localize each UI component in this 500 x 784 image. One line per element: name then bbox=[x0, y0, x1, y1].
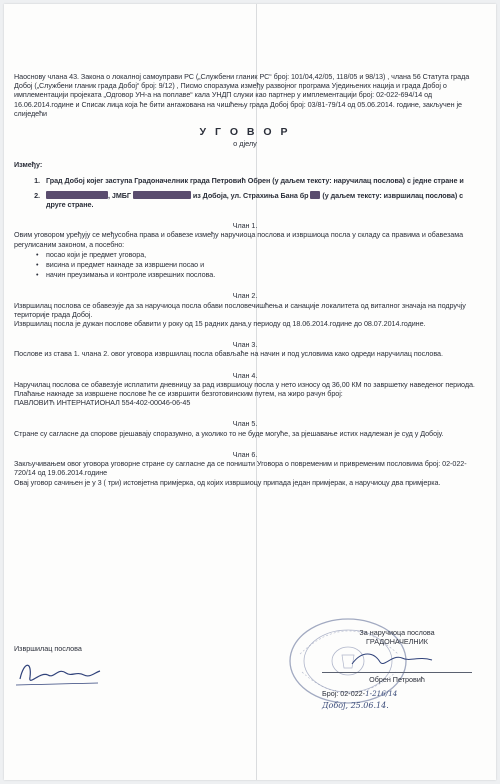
article-1-bullet: • посао који је предмет уговора, bbox=[14, 250, 476, 259]
mayor-signature-block bbox=[322, 628, 472, 710]
party-1-number: 1. bbox=[34, 175, 40, 185]
article-4-account: ПАВЛОВИЋ ИНТЕРНАТИОНАЛ 554-402-00046-06-45 bbox=[14, 398, 191, 408]
party-2-address: из Добоја, ул. Страхиња Бана бр bbox=[190, 190, 309, 200]
article-1-text: Овим уговором уређују се међусобна права и обавезе између наручиоца послова и извршиоца посла у складу са правима и обавезама регулисаним законом, а посебно: bbox=[14, 230, 464, 249]
article-5-heading: Члан 5. bbox=[232, 419, 258, 429]
executor-label: Извршилац послова bbox=[14, 644, 82, 653]
redacted-jmbg bbox=[133, 191, 191, 199]
redacted-name bbox=[46, 191, 108, 199]
party-2-number: 2. bbox=[34, 190, 40, 200]
contract-body bbox=[14, 72, 476, 487]
article-4-text-1: Наручилац послова се обавезује исплатити дневницу за рад извршиоцу посла у нето износу од 36,00 КМ по завршетку наведеног периода. bbox=[14, 379, 475, 389]
article-4-text-2: Плаћање накнаде за извршене послове ће се извршити безготовинским путем, на жиро рачун број: bbox=[14, 389, 343, 399]
mayor-signature bbox=[322, 646, 472, 672]
article-2-text-2: Извршилац посла је дужан послове обавити у року од 15 радних дана,у периоду од 18.06.2014.године до 08.07.2014.године. bbox=[14, 319, 426, 329]
party-2-role: (у даљем тексту: извршилац послова) с друге стране. bbox=[46, 190, 464, 210]
article-6-heading: Члан 6. bbox=[232, 449, 258, 459]
party-1-text: Град Добој којег заступа Градоначелник града Петровић Обрен (у даљем тексту: наручилац послова) с једне стране и bbox=[46, 175, 464, 185]
document-number-handwritten: 1-216/14 bbox=[365, 689, 398, 698]
redacted-house-number bbox=[310, 191, 320, 199]
executor-signature-block bbox=[14, 644, 164, 695]
party-2-jmbg-label: , ЈМБГ bbox=[108, 190, 131, 200]
article-1-bullet: • висина и предмет накнаде за извршени посао и bbox=[14, 260, 476, 269]
article-6-text-2: Овај уговор сачињен је у 3 ( три) истовјетна примјерка, од којих извршиоцу припада један примјерак, а наручиоцу два примјерка. bbox=[14, 477, 441, 487]
document-title: У Г О В О Р bbox=[199, 126, 291, 139]
article-4-heading: Члан 4. bbox=[232, 370, 258, 380]
mayor-label: За наручиоца послова bbox=[359, 628, 435, 637]
document-number-label: Број: 02-022- bbox=[322, 689, 366, 698]
mayor-title: ГРАДОНАЧЕЛНИК bbox=[366, 637, 428, 646]
scanned-document-page bbox=[4, 4, 496, 780]
mayor-name: Обрен Петровић bbox=[322, 672, 472, 684]
document-subtitle: о дјелу bbox=[233, 139, 257, 149]
between-heading: Између: bbox=[14, 160, 43, 170]
document-number bbox=[322, 689, 472, 698]
executor-signature bbox=[14, 653, 104, 693]
party-2-text bbox=[46, 191, 476, 209]
preamble: Наоснову члана 43. Закона о локалној самоуправи РС („Службени гланик РС“ број: 101/04,42/05, 118/05 и 98/13) , члана 56 Статута града Добој („Службени гланик града Добој“ број: 9/12) , Писмо споразума између развојног програма Уједињених нација и града Добој о имплементацији пројеката „Одговор УН-а на поплаве“ кала УНДП служи као партнер у имплементацији број: 02-022-694/14 од 16.06.2014.године и Списак лица која ће бити ангажована на чишћењу града Добој број: 03/81-79/14 од 05.06.2014. године, закључен је слиједећи bbox=[14, 72, 470, 118]
article-1-bullet: • начин преузимања и контроле изврешних послова. bbox=[14, 270, 476, 279]
document-date-handwritten: Добој, 25.06.14. bbox=[322, 701, 389, 710]
party-2 bbox=[14, 191, 476, 209]
article-3-heading: Члан 3. bbox=[232, 340, 258, 350]
article-1-heading: Члан 1. bbox=[232, 221, 258, 231]
article-2-text-1: Извршилац послова се обавезује да за наручиоца посла обави пословечишћења и санације локалитета од виталног значаја на подручју територије града Добој. bbox=[14, 300, 466, 319]
party-1 bbox=[14, 176, 476, 185]
article-5-text: Стране су сагласне да спорове рјешавају споразумно, а уколико то не буде могуће, за рјешавање истих надлежан је суд у Добоју. bbox=[14, 428, 444, 438]
article-6-text-1: Закључивањем овог уговора уговорне стране су сагласне да се поништи Уговора о повременим и привременим пословима број: 02-022-720/14 од 19.06.2014.године bbox=[14, 459, 467, 478]
article-3-text: Послове из става 1. члана 2. овог уговора извршилац посла обављаће на начин и под условима како одреди наручилац послова. bbox=[14, 349, 443, 359]
article-2-heading: Члан 2. bbox=[232, 291, 258, 301]
